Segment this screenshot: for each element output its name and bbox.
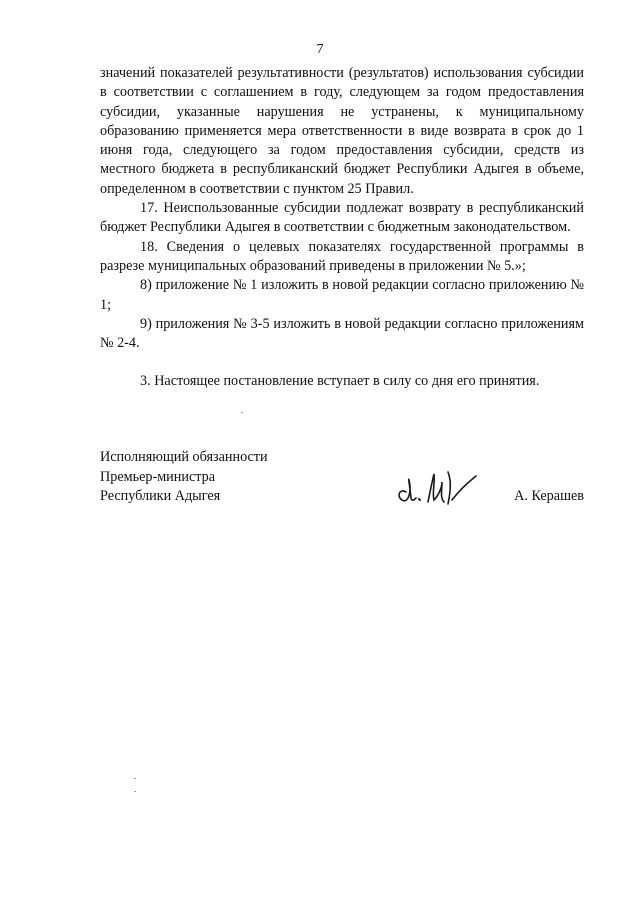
paragraph-continuation: значений показателей результативности (результатов) использования субсидии в соответствии с соглашением в году, следующем за годом предоставления субсидии, указанные нарушения не устранены, к муниципальному образованию применяется мера ответственности в виде возврата в срок до 1 июня года, следующего за годом предоставления субсидии, средств из местного бюджета в республиканский бюджет Республики Адыгея в объеме, определенном в соответствии с пунктом 25 Правил. — [100, 65, 584, 197]
scan-speck — [241, 412, 243, 413]
page-number: 7 — [316, 42, 324, 57]
scan-speck — [134, 778, 136, 779]
paragraph-18: 18. Сведения о целевых показателях государственной программы в разрезе муниципальных образований приведены в приложении № 5.»; — [100, 238, 584, 274]
position-line: Исполняющий обязанности — [100, 449, 268, 465]
clause-3-effective-date: 3. Настоящее постановление вступает в силу со дня его принятия. — [140, 373, 540, 390]
item-8: 8) приложение № 1 изложить в новой редакции согласно приложению № 1; — [100, 277, 584, 313]
position-line: Республики Адыгея — [100, 488, 221, 504]
signatory-position — [100, 448, 268, 507]
document-body — [100, 64, 584, 392]
paragraph-17: 17. Неиспользованные субсидии подлежат возврату в республиканский бюджет Республики Адыгея в соответствии с бюджетным законодательством. — [100, 200, 584, 236]
handwritten-signature — [392, 462, 482, 512]
position-line: Премьер-министра — [100, 468, 216, 485]
item-9: 9) приложения № 3-5 изложить в новой редакции согласно приложениям № 2-4. — [100, 315, 584, 352]
scan-speck — [134, 791, 136, 792]
signatory-name: А. Керашев — [514, 488, 584, 504]
